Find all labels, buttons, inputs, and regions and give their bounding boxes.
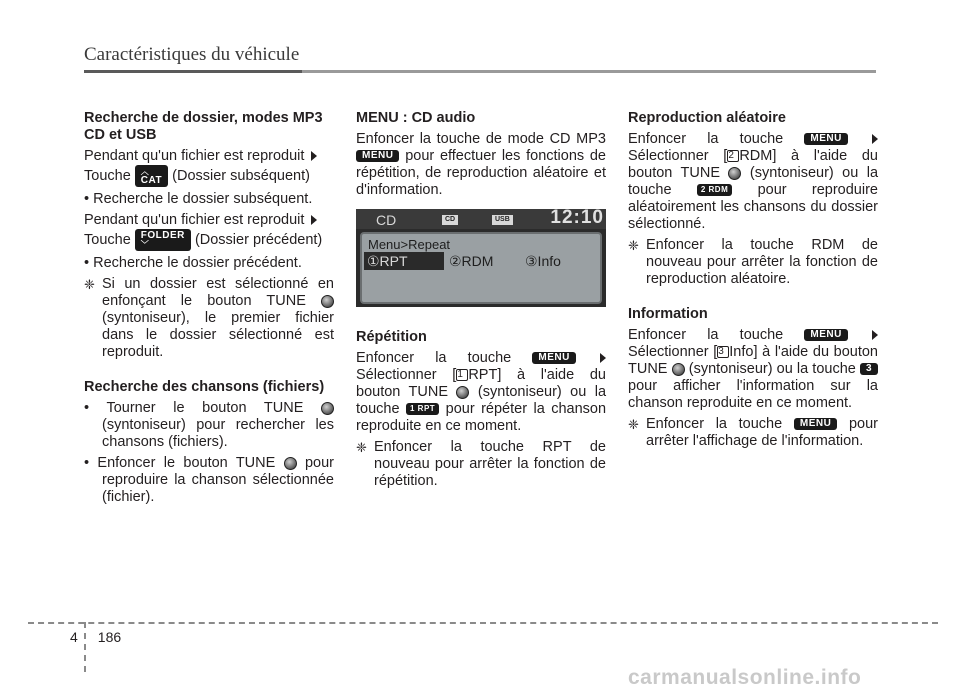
cd-display-screen (356, 209, 606, 307)
tune-knob-icon (728, 167, 741, 180)
paragraph-random: Enfoncer la touche MENU Sélectionner [2 RDM] à l'aide du bouton TUNE (syntoniseur) ou la touche 2 RDM pour reproduire aléatoirement les chansons du dossier sélectionné. (628, 131, 879, 232)
menu-button: MENU (804, 329, 847, 341)
paragraph-information: Enfoncer la touche MENU Sélectionner [3 Info] à l'aide du bouton TUNE (syntoniseur) ou la touche 3 pour afficher l'information sur la chanson reproduite en ce moment. (628, 327, 878, 411)
arrow-right-icon (311, 215, 317, 225)
bullet-prev-folder: • Recherche le dossier précédent. (84, 255, 302, 271)
paragraph-prev-folder: Pendant qu'un fichier est reproduit Touche FOLDER ﹀ (Dossier précédent) (84, 212, 323, 249)
number-2-icon: 2 (727, 150, 739, 162)
bullet-press-tune: • Enfoncer le bouton TUNE pour reproduire la chanson sélectionnée (fichier). (84, 455, 335, 505)
note-folder-select: ❈ Si un dossier est sélectionné en enfonçant le bouton TUNE (syntoniseur), le premier fichier dans le dossier sélectionné est reproduit. (84, 276, 334, 360)
page-number-value: 186 (97, 629, 122, 645)
heading-folder-search: Recherche de dossier, modes MP3 CD et USB (84, 110, 323, 143)
chapter-number: 4 (70, 629, 78, 645)
rdm-button: 2 RDM (697, 184, 732, 196)
tune-knob-icon (321, 295, 334, 308)
heading-random: Reproduction aléatoire (628, 110, 786, 126)
tune-knob-icon (456, 386, 469, 399)
page-number (70, 629, 121, 645)
note-mark-icon: ❈ (628, 417, 639, 432)
folder-button: FOLDER ﹀ (135, 229, 191, 251)
cd-chip: CD (442, 215, 458, 225)
paragraph-menu-intro: Enfoncer la touche de mode CD MP3 MENU pour effectuer les fonctions de répétition, de reproduction aléatoire et d'information. (356, 131, 606, 198)
usb-chip: USB (492, 215, 513, 225)
tune-knob-icon (321, 402, 334, 415)
header-rule-accent (84, 70, 302, 73)
column-1 (84, 110, 334, 506)
bullet-turn-tune: • Tourner le bouton TUNE (syntoniseur) pour rechercher les chansons (fichiers). (84, 400, 334, 450)
menu-options-row (364, 252, 598, 270)
footer-rule (28, 622, 938, 624)
note-mark-icon: ❈ (628, 238, 639, 253)
tune-knob-icon (672, 363, 685, 376)
arrow-right-icon (872, 134, 878, 144)
note-information: ❈ Enfoncer la touche MENU pour arrêter l'affichage de l'information. (628, 416, 879, 449)
display-clock: 12:10 (550, 209, 604, 228)
menu-button: MENU (804, 133, 847, 145)
arrow-right-icon (872, 330, 878, 340)
heading-song-search: Recherche des chansons (fichiers) (84, 379, 325, 395)
menu-button: MENU (794, 418, 837, 430)
menu-path: Menu>Repeat (368, 237, 451, 252)
tune-knob-icon (284, 457, 297, 470)
note-repeat: ❈ Enfoncer la touche RPT de nouveau pour arrêter la fonction de répétition. (356, 439, 606, 489)
menu-option-rdm: ②RDM (449, 253, 494, 269)
watermark: carmanualsonline.info (628, 666, 862, 689)
heading-repeat: Répétition (356, 329, 427, 345)
menu-option-rpt: ①RPT (364, 252, 444, 270)
display-source: CD (376, 212, 397, 228)
bullet-next-folder: • Recherche le dossier subséquent. (84, 191, 313, 207)
heading-information: Information (628, 306, 708, 322)
number-3-icon: 3 (717, 346, 729, 358)
note-random: ❈ Enfoncer la touche RDM de nouveau pour arrêter la fonction de reproduction aléatoire. (628, 237, 878, 287)
heading-menu-cd-audio: MENU : CD audio (356, 110, 476, 126)
paragraph-repeat: Enfoncer la touche MENU Sélectionner [1 RPT] à l'aide du bouton TUNE (syntoniseur) ou la touche 1 RPT pour répéter la chanson reproduite en ce moment. (356, 350, 607, 434)
page-header-title: Caractéristiques du véhicule (84, 44, 300, 65)
info-button: 3 (860, 363, 878, 375)
number-1-icon: 1 (456, 369, 468, 381)
arrow-right-icon (600, 353, 606, 363)
arrow-right-icon (311, 151, 317, 161)
note-mark-icon: ❈ (356, 440, 367, 455)
menu-option-info: ③Info (525, 253, 561, 269)
column-2 (356, 110, 606, 490)
rpt-button: 1 RPT (406, 403, 439, 415)
column-3 (628, 110, 878, 450)
note-mark-icon: ❈ (84, 277, 95, 292)
cat-button: ︿ CAT (135, 165, 168, 187)
menu-button: MENU (532, 352, 575, 364)
menu-button: MENU (356, 150, 399, 162)
menu-panel (360, 232, 602, 304)
paragraph-next-folder: Pendant qu'un fichier est reproduit Touche ︿ CAT (Dossier subséquent) (84, 148, 334, 187)
